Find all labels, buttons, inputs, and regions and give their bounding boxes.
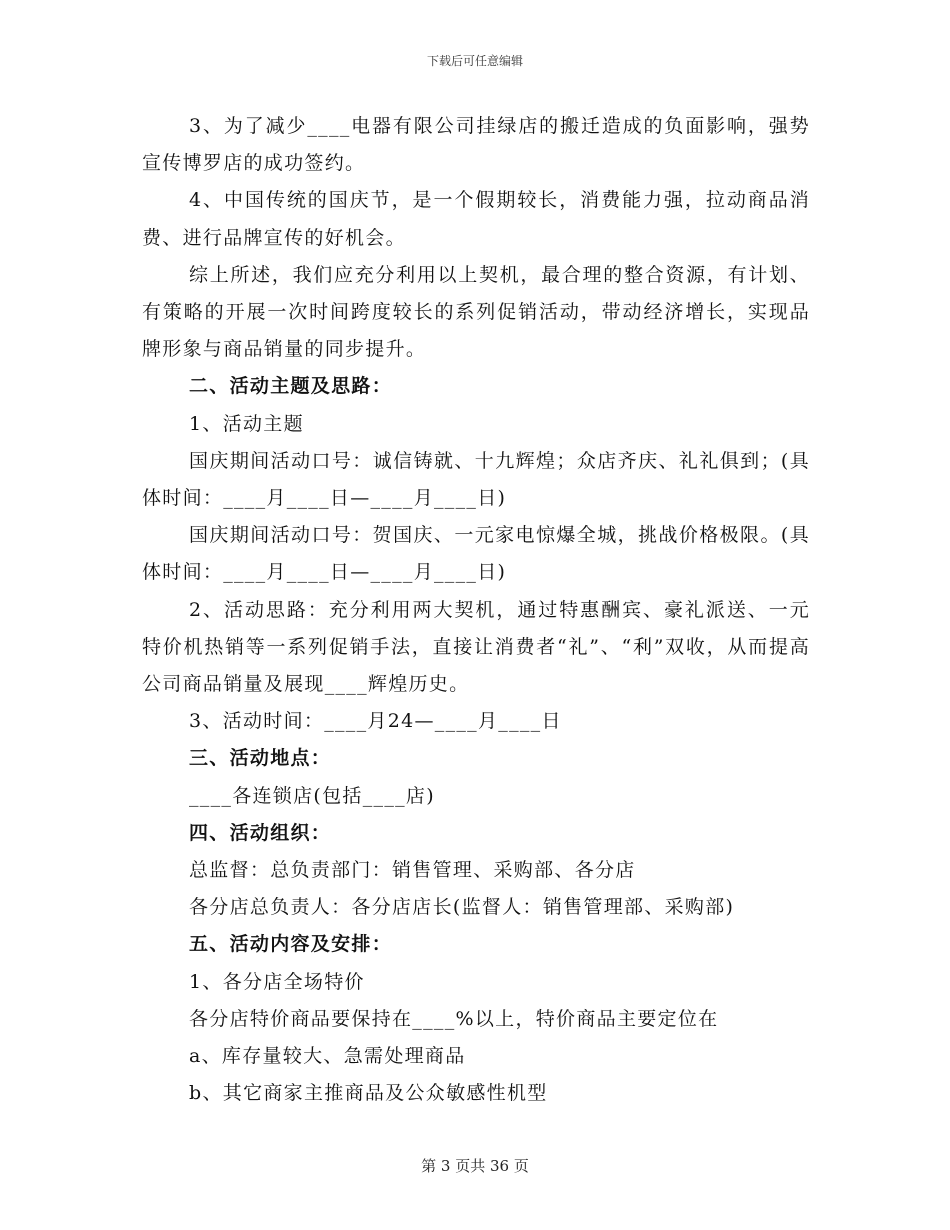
subheading-branch-special: 1、各分店全场特价 [189,970,365,993]
document-body [142,108,810,1112]
section-heading-organization: 四、活动组织： [189,821,332,844]
subheading-activity-theme: 1、活动主题 [189,412,304,435]
section-heading-theme: 二、活动主题及思路： [189,375,393,398]
section-heading-location: 三、活动地点： [189,747,332,770]
paragraph-branch-leader: 各分店总负责人：各分店店长(监督人：销售管理部、采购部) [189,896,735,919]
paragraph-item-4: 4、中国传统的国庆节，是一个假期较长，消费能力强，拉动商品消费、进行品牌宣传的好机会。 [142,189,810,249]
page-footer: 第 3 页共 36 页 [421,1157,529,1175]
paragraph-slogan-1: 国庆期间活动口号：诚信铸就、十九辉煌；众店齐庆、礼礼俱到；(具体时间：____月____日—____月____日) [142,449,810,510]
paragraph-summary: 综上所述，我们应充分利用以上契机，最合理的整合资源，有计划、有策略的开展一次时间跨度较长的系列促销活动，带动经济增长，实现品牌形象与商品销量的同步提升。 [142,263,810,361]
paragraph-slogan-2: 国庆期间活动口号：贺国庆、一元家电惊爆全城，挑战价格极限。(具体时间：____月____日—____月____日) [142,524,810,584]
paragraph-location: ____各连锁店(包括____店) [189,784,435,807]
paragraph-activity-idea: 2、活动思路：充分利用两大契机，通过特惠酬宾、豪礼派送、一元特价机热销等一系列促销手法，直接让消费者“礼”、“利”双收，从而提高公司商品销量及展现____辉煌历史。 [142,598,810,696]
paragraph-special-ratio: 各分店特价商品要保持在____%以上，特价商品主要定位在 [189,1007,719,1030]
paragraph-activity-time: 3、活动时间：____月24—____月____日 [189,710,562,733]
list-item-a: a、库存量较大、急需处理商品 [189,1045,466,1068]
list-item-b: b、其它商家主推商品及公众敏感性机型 [189,1082,548,1105]
section-heading-content: 五、活动内容及安排： [189,933,393,956]
page-header: 下载后可任意编辑 [426,54,523,68]
paragraph-supervisor: 总监督：总负责部门：销售管理、采购部、各分店 [189,859,636,882]
paragraph-item-3: 3、为了减少____电器有限公司挂绿店的搬迁造成的负面影响，强势宣传博罗店的成功签约。 [142,115,810,175]
